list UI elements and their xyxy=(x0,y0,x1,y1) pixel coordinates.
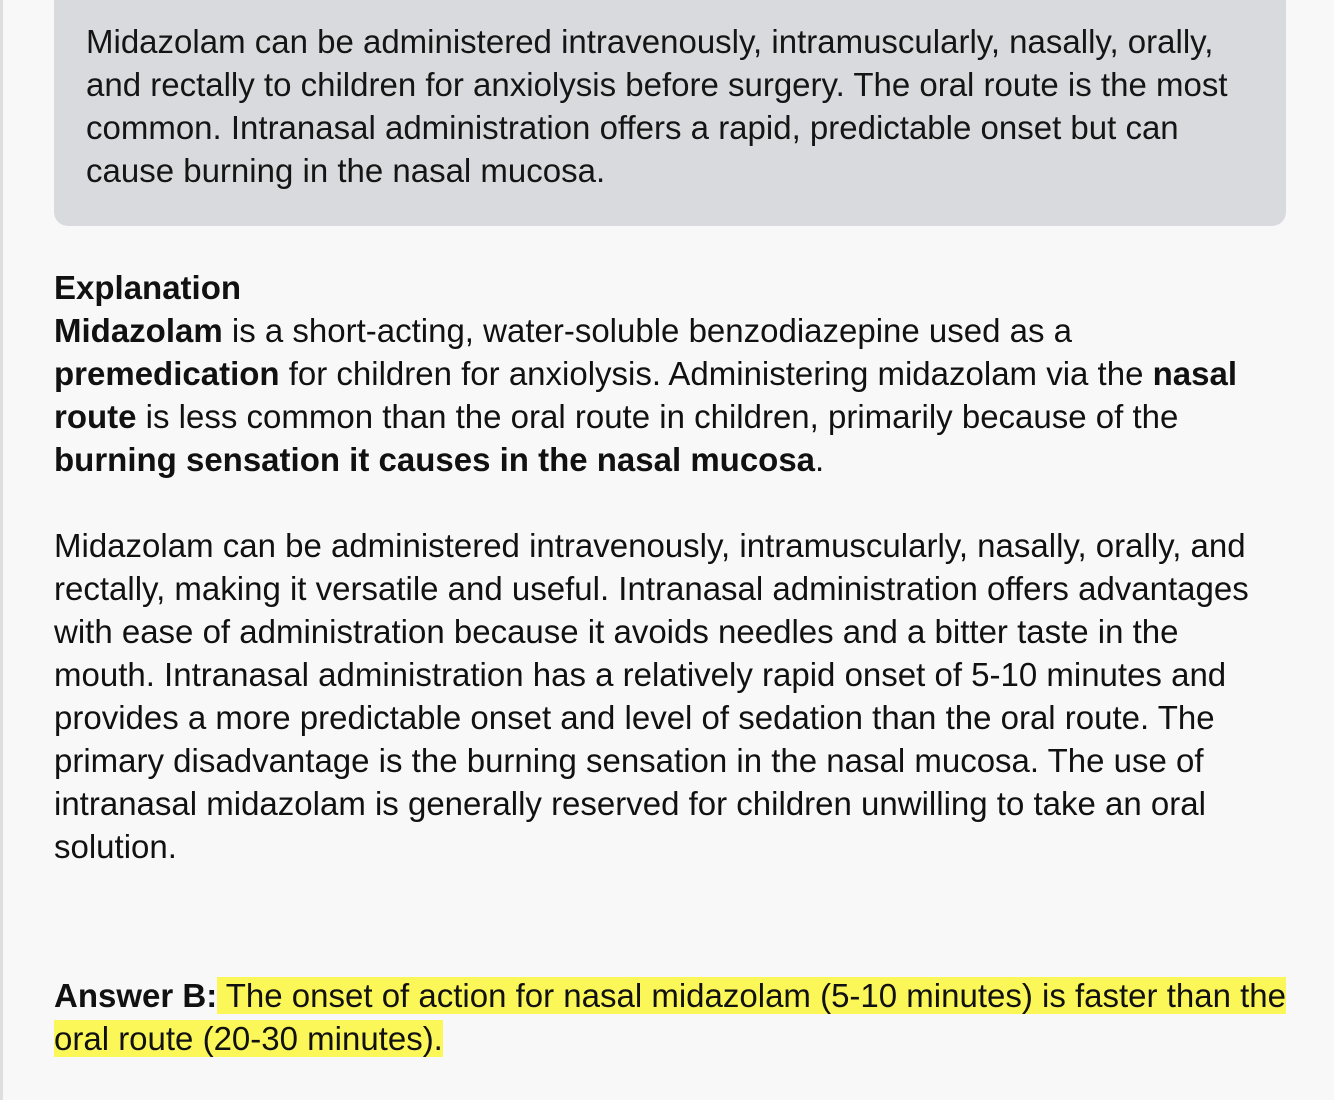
bold-term-burning-sensation: burning sensation it causes in the nasal mucosa xyxy=(54,441,816,478)
bold-term-nasal-route: nasal route xyxy=(54,355,1237,435)
text-run: is a short-acting, water-soluble benzodiazepine used as a xyxy=(222,312,1073,349)
text-run: is less common than the oral route in children, primarily because of the xyxy=(136,398,1179,435)
bold-term-premedication: premedication xyxy=(54,355,280,392)
bold-term-midazolam: Midazolam xyxy=(54,312,223,349)
document-content xyxy=(54,0,1286,1060)
explanation-section xyxy=(54,266,1286,481)
explanation-paragraph-1 xyxy=(54,312,1237,478)
quoted-summary-box xyxy=(54,0,1286,226)
answer-line xyxy=(54,974,1286,1060)
explanation-paragraph-2: Midazolam can be administered intravenously, intramuscularly, nasally, orally, and rectally, making it versatile and useful. Intranasal administration offers advantages with ease of administration because it avoids needles and a bitter taste in the mouth. Intranasal administration has a relatively rapid onset of 5-10 minutes and provides a more predictable onset and level of sedation than the oral route. The primary disadvantage is the burning sensation in the nasal mucosa. The use of intranasal midazolam is generally reserved for children unwilling to take an oral solution. xyxy=(54,527,1249,865)
text-run: . xyxy=(815,441,825,478)
quoted-summary-text: Midazolam can be administered intravenously, intramuscularly, nasally, orally, and rectally to children for anxiolysis before surgery. The oral route is the most common. Intranasal administration offers a rapid, predictable onset but can cause burning in the nasal mucosa. xyxy=(86,23,1228,189)
text-run: for children for anxiolysis. Administering midazolam via the xyxy=(279,355,1153,392)
left-border xyxy=(0,0,3,1100)
explanation-heading: Explanation xyxy=(54,269,242,306)
answer-label: Answer B: xyxy=(54,977,218,1014)
answer-highlighted-text: The onset of action for nasal midazolam (5-10 minutes) is faster than the oral route (20-30 minutes). xyxy=(54,977,1286,1057)
